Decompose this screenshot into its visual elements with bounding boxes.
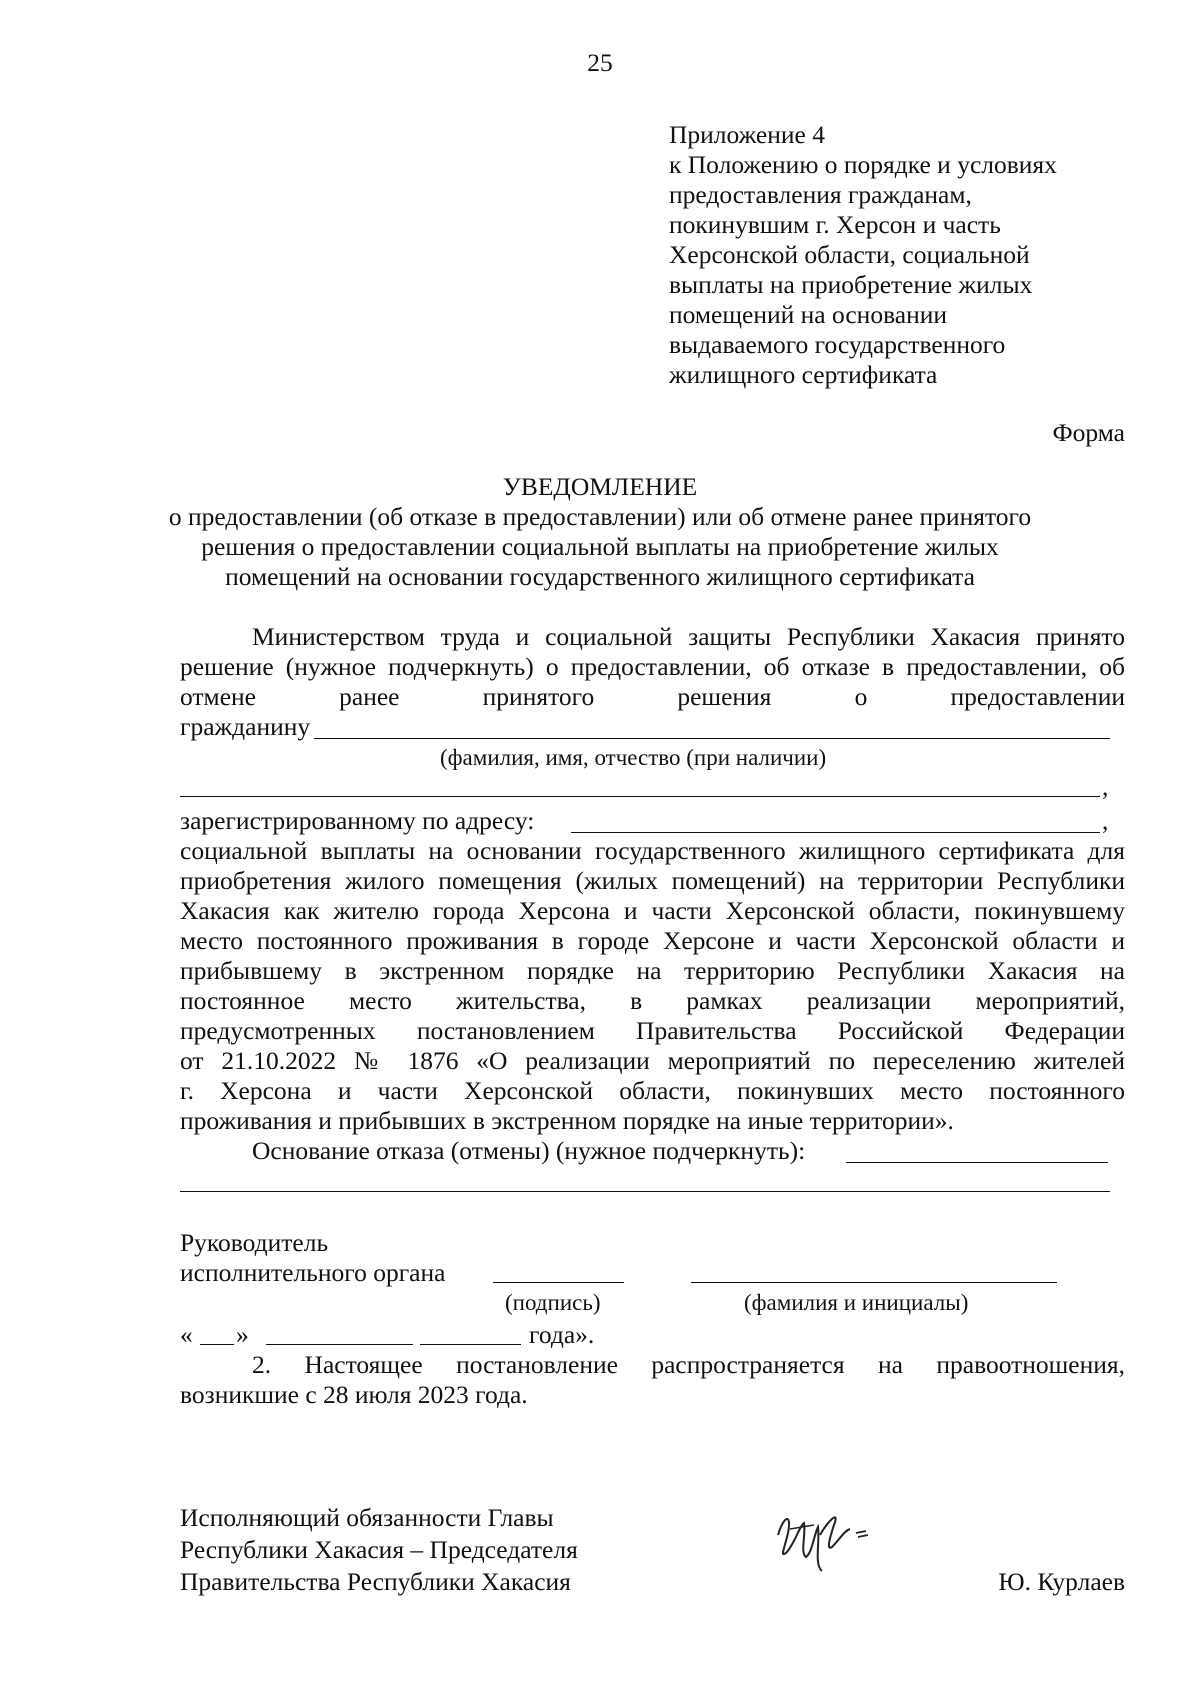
comma: ,	[1102, 772, 1109, 801]
head-subtitle: исполнительного органа	[180, 1258, 446, 1287]
body-line: проживания и прибывших в экстренном порядке на иные территории».	[180, 1106, 954, 1135]
appendix-line: помещений на основании	[669, 300, 948, 329]
citizen-label: гражданину	[180, 712, 311, 741]
subtitle-line: помещений на основании государственного жилищного сертификата	[225, 562, 975, 591]
body-line: Хакасия как жителю города Херсона и части Херсонской области, покинувшему	[180, 896, 1125, 925]
fio-field[interactable]	[314, 738, 1110, 739]
official-position	[180, 1502, 578, 1598]
date-suffix: года».	[529, 1320, 595, 1349]
position-line: Исполняющий обязанности Главы	[180, 1503, 554, 1532]
body-line: постоянное место жительства, в рамках реализации мероприятий,	[180, 986, 1125, 1015]
body-line: решение (нужное подчеркнуть) о предоставлении, об отказе в предоставлении, об	[180, 652, 1125, 681]
fio-continuation-field[interactable]	[180, 796, 1100, 797]
appendix-line: предоставления гражданам,	[669, 180, 972, 209]
date-open-quote: «	[180, 1320, 193, 1349]
subtitle-line: о предоставлении (об отказе в предоставлении) или об отмене ранее принятого	[168, 502, 1032, 531]
body-line: прибывшему в экстренном порядке на территорию Республики Хакасия на	[180, 956, 1125, 985]
appendix-line: выдаваемого государственного	[669, 330, 1006, 359]
body-line: социальной выплаты на основании государственного жилищного сертификата для	[180, 836, 1125, 865]
signature-caption: (подпись)	[505, 1290, 601, 1315]
body-line: г. Херсона и части Херсонской области, покинувших место постоянного	[180, 1076, 1125, 1105]
body-line: Министерством труда и социальной защиты Республики Хакасия принято	[252, 622, 1125, 651]
appendix-line: Херсонской области, социальной	[669, 240, 1030, 269]
body-line: предусмотренных постановлением Правительства Российской Федерации	[180, 1016, 1125, 1045]
date-month-field[interactable]	[266, 1344, 413, 1345]
comma: ,	[1102, 806, 1109, 835]
word: отмене ранее принятого решения о предоставлении	[180, 682, 1125, 711]
address-field[interactable]	[571, 832, 1100, 833]
signature-field[interactable]	[493, 1282, 624, 1283]
body-line: приобретения жилого помещения (жилых помещений) на территории Республики	[180, 866, 1125, 895]
appendix-line: жилищного сертификата	[669, 360, 938, 389]
appendix-line: к Положению о порядке и условиях	[669, 150, 1057, 179]
position-line: Правительства Республики Хакасия	[180, 1567, 571, 1596]
head-title: Руководитель	[180, 1228, 329, 1257]
date-year-field[interactable]	[420, 1344, 521, 1345]
notice-subtitle	[0, 502, 1200, 592]
page-number: 25	[587, 48, 613, 77]
body-line: место постоянного проживания в городе Херсоне и части Херсонской области и	[180, 926, 1125, 955]
handwritten-signature	[770, 1495, 880, 1575]
position-line: Республики Хакасия – Председателя	[180, 1535, 578, 1564]
clause-2-line: возникшие с 28 июля 2023 года.	[180, 1380, 528, 1409]
refusal-basis-field[interactable]	[846, 1162, 1108, 1163]
body-line	[180, 682, 1125, 712]
refusal-basis-label: Основание отказа (отмены) (нужное подчеркнуть):	[252, 1136, 806, 1165]
refusal-basis-continuation-field[interactable]	[180, 1191, 1110, 1192]
fio-caption: (фамилия, имя, отчество (при наличии)	[440, 745, 827, 770]
notice-title: УВЕДОМЛЕНИЕ	[502, 472, 698, 501]
appendix-block	[669, 120, 1057, 390]
body-line: от 21.10.2022 № 1876 «О реализации мероприятий по переселению жителей	[180, 1046, 1125, 1075]
date-day-field[interactable]	[200, 1344, 234, 1345]
subtitle-line: решения о предоставлении социальной выплаты на приобретение жилых	[201, 532, 999, 561]
appendix-line: покинувшим г. Херсон и часть	[669, 210, 1001, 239]
address-label: зарегистрированному по адресу:	[180, 806, 535, 835]
appendix-line: Приложение 4	[669, 120, 825, 149]
signer-name: Ю. Курлаев	[998, 1567, 1125, 1596]
form-label: Форма	[1052, 418, 1125, 447]
date-close-quote: »	[236, 1320, 249, 1349]
name-field[interactable]	[691, 1282, 1057, 1283]
appendix-line: выплаты на приобретение жилых	[669, 270, 1033, 299]
clause-2-line: 2. Настоящее постановление распространяется на правоотношения,	[252, 1350, 1125, 1379]
name-caption: (фамилия и инициалы)	[744, 1290, 969, 1315]
